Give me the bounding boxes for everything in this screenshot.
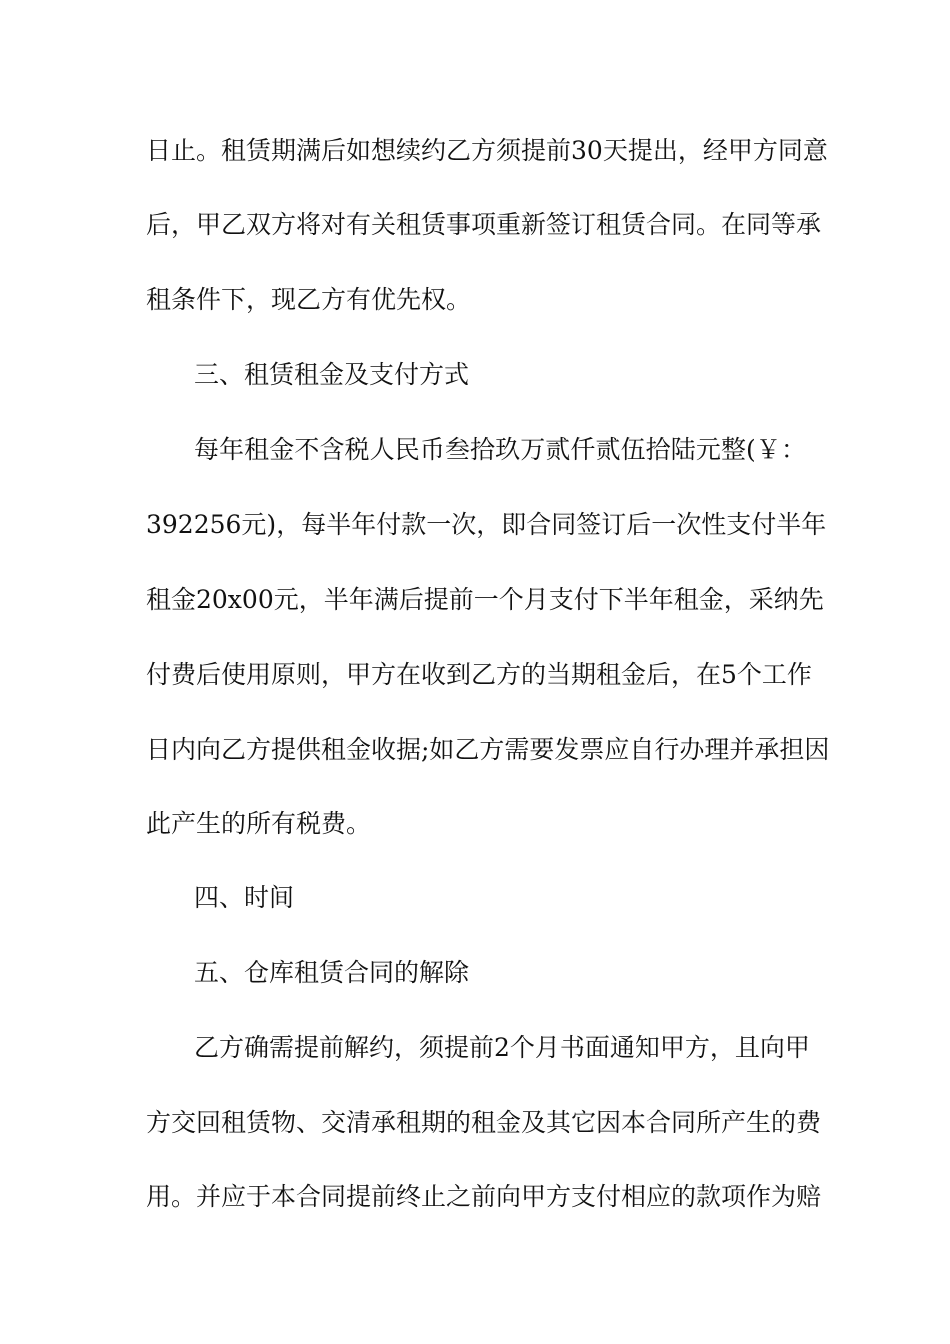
body-text-line: 用。并应于本合同提前终止之前向甲方支付相应的款项作为赔 [146, 1182, 822, 1211]
body-text-line: 租金20x00元，半年满后提前一个月支付下半年租金，采纳先 [146, 585, 824, 614]
body-text-line: 乙方确需提前解约，须提前2个月书面通知甲方，且向甲 [194, 1033, 810, 1062]
section-heading: 五、仓库租赁合同的解除 [194, 958, 470, 987]
body-text-line: 租条件下，现乙方有优先权。 [146, 285, 472, 314]
body-text-line: 方交回租赁物、交清承租期的租金及其它因本合同所产生的费 [146, 1108, 822, 1137]
body-text-line: 392256元)，每半年付款一次，即合同签订后一次性支付半年 [146, 510, 827, 539]
body-text-line: 每年租金不含税人民币叁拾玖万贰仟贰伍拾陆元整(￥： [194, 435, 806, 464]
body-text-line: 此产生的所有税费。 [146, 809, 372, 838]
body-text-line: 日止。租赁期满后如想续约乙方须提前30天提出，经甲方同意 [146, 136, 828, 165]
section-heading: 四、时间 [194, 883, 295, 912]
body-text-line: 日内向乙方提供租金收据;如乙方需要发票应自行办理并承担因 [146, 735, 830, 764]
body-text-line: 后，甲乙双方将对有关租赁事项重新签订租赁合同。在同等承 [146, 210, 822, 239]
body-text-line: 付费后使用原则，甲方在收到乙方的当期租金后，在5个工作 [146, 660, 812, 689]
section-heading: 三、租赁租金及支付方式 [194, 360, 470, 389]
